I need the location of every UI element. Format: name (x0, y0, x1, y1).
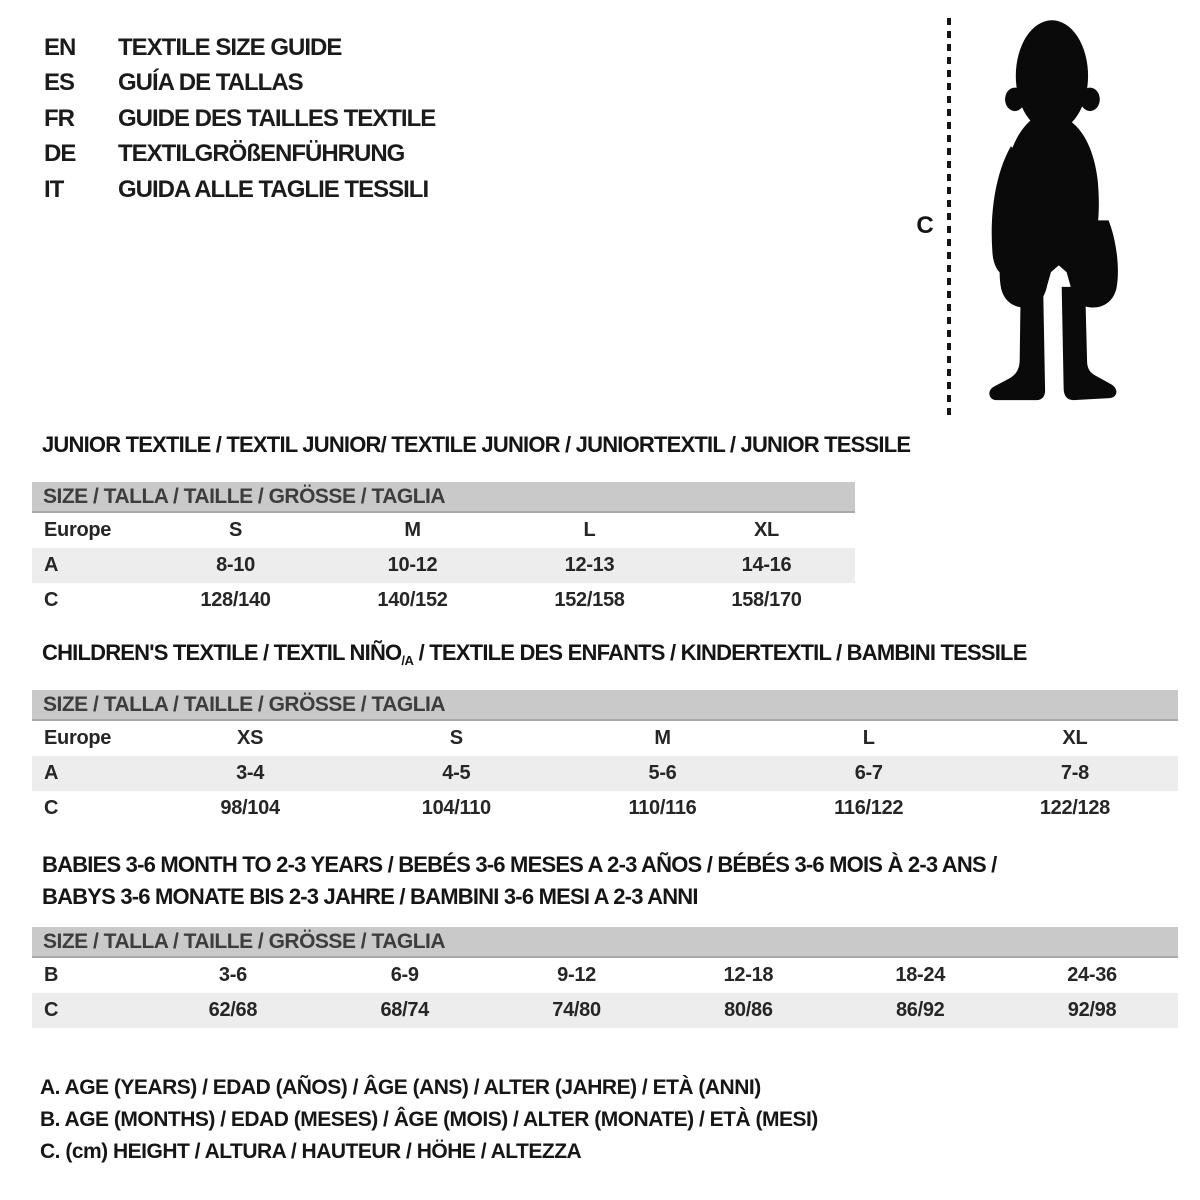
size-value: 74/80 (552, 999, 601, 1021)
language-row (44, 30, 435, 66)
size-value: 3-4 (236, 762, 265, 784)
height-measure-dashed-line (947, 18, 951, 416)
size-row-header-babies (32, 927, 1178, 958)
language-row (44, 137, 435, 173)
section-title-babies-textile (42, 849, 996, 913)
table-row (32, 756, 1178, 791)
size-value: 128/140 (200, 589, 271, 611)
guide-title: GUIDE DES TAILLES TEXTILE (118, 104, 436, 132)
size-value: XS (237, 727, 264, 749)
table-row (32, 513, 855, 548)
guide-title: GUÍA DE TALLAS (118, 69, 303, 97)
legend-line: A. AGE (YEARS) / EDAD (AÑOS) / ÂGE (ANS) / ALTER (JAHRE) / ETÀ (ANNI) (40, 1076, 761, 1099)
table-row (32, 721, 1178, 756)
size-value: 86/92 (895, 999, 945, 1021)
size-value: 140/152 (377, 589, 448, 611)
row-label: A (44, 554, 59, 576)
size-value: 4-5 (442, 762, 471, 784)
size-row-header-text: SIZE / TALLA / TAILLE / GRÖSSE / TAGLIA (43, 692, 446, 716)
size-value: S (449, 727, 463, 749)
section-title-text: / TEXTILE DES ENFANTS / KINDERTEXTIL / BAMBINI TESSILE (413, 640, 1027, 665)
size-value: 62/68 (208, 999, 258, 1021)
size-value: 3-6 (218, 964, 247, 986)
row-label: C (44, 797, 59, 819)
size-value: XL (754, 519, 779, 541)
row-label: C (44, 999, 59, 1021)
height-measure-label: C (916, 212, 934, 239)
size-value: M (404, 519, 421, 541)
size-value: 6-9 (390, 964, 419, 986)
row-label: B (44, 964, 59, 986)
legend-line: B. AGE (MONTHS) / EDAD (MESES) / ÂGE (MOIS) / ALTER (MONATE) / ETÀ (MESI) (40, 1108, 818, 1131)
size-value: 7-8 (1060, 762, 1089, 784)
language-code: DE (44, 140, 76, 168)
row-label: C (44, 589, 59, 611)
language-row (44, 172, 435, 208)
guide-title: TEXTILGRÖßENFÜHRUNG (118, 140, 405, 168)
children-size-table (32, 721, 1178, 826)
row-label: A (44, 762, 59, 784)
legend-block (40, 1072, 818, 1168)
size-value: 10-12 (387, 554, 438, 576)
size-value: M (654, 727, 671, 749)
table-row (32, 548, 855, 583)
size-value: S (228, 519, 243, 541)
guide-title: TEXTILE SIZE GUIDE (118, 33, 342, 61)
legend-line: C. (cm) HEIGHT / ALTURA / HAUTEUR / HÖHE / ALTEZZA (40, 1140, 582, 1163)
row-label: Europe (44, 727, 112, 749)
size-value: L (862, 727, 875, 749)
language-code: IT (44, 175, 64, 203)
language-code: ES (44, 69, 75, 97)
table-row (32, 583, 855, 618)
size-value: 6-7 (854, 762, 883, 784)
table-row (32, 958, 1178, 993)
size-value: 110/116 (628, 797, 697, 819)
size-value: 12-13 (564, 554, 615, 576)
section-title-line: BABYS 3-6 MONATE BIS 2-3 JAHRE / BAMBINI 3-6 MESI A 2-3 ANNI (42, 884, 698, 909)
size-value: 92/98 (1067, 999, 1117, 1021)
size-row-header-junior (32, 482, 855, 513)
language-code: EN (44, 33, 76, 61)
size-value: 8-10 (216, 554, 255, 576)
table-row (32, 993, 1178, 1028)
size-value: 116/122 (834, 797, 904, 819)
babies-size-table (32, 958, 1178, 1028)
size-row-header-children (32, 690, 1178, 721)
size-value: 68/74 (380, 999, 430, 1021)
size-row-header-text: SIZE / TALLA / TAILLE / GRÖSSE / TAGLIA (43, 929, 446, 953)
size-value: 12-18 (723, 964, 774, 986)
junior-size-table (32, 513, 855, 618)
section-title-junior-textile: JUNIOR TEXTILE / TEXTIL JUNIOR/ TEXTILE JUNIOR / JUNIORTEXTIL / JUNIOR TESSILE (42, 432, 911, 457)
section-title-subscript: /A (401, 653, 414, 668)
size-value: 5-6 (648, 762, 677, 784)
guide-title: GUIDA ALLE TAGLIE TESSILI (118, 175, 429, 203)
section-title-line: BABIES 3-6 MONTH TO 2-3 YEARS / BEBÉS 3-6 MESES A 2-3 AÑOS / BÉBÉS 3-6 MOIS À 2-3 ANS / (42, 852, 997, 877)
language-row (44, 101, 435, 137)
size-value: 104/110 (421, 797, 491, 819)
size-value: XL (1062, 727, 1088, 749)
size-value: 80/86 (724, 999, 773, 1021)
size-value: 24-36 (1067, 964, 1117, 986)
size-value: L (583, 519, 596, 541)
size-value: 152/158 (554, 589, 625, 611)
toddler-silhouette-image (966, 16, 1132, 419)
language-code: FR (44, 104, 74, 132)
language-row (44, 66, 435, 102)
size-value: 14-16 (741, 554, 792, 576)
size-value: 9-12 (557, 964, 596, 986)
size-value: 98/104 (220, 797, 280, 819)
row-label: Europe (44, 519, 112, 541)
size-value: 122/128 (1039, 797, 1111, 819)
size-value: 158/170 (731, 589, 802, 611)
language-title-block (44, 30, 435, 208)
table-row (32, 791, 1178, 826)
section-title-text: CHILDREN'S TEXTILE / TEXTIL NIÑO (42, 640, 402, 665)
size-row-header-text: SIZE / TALLA / TAILLE / GRÖSSE / TAGLIA (43, 484, 446, 508)
section-title-childrens-textile (42, 640, 1027, 668)
size-value: 18-24 (895, 964, 946, 986)
